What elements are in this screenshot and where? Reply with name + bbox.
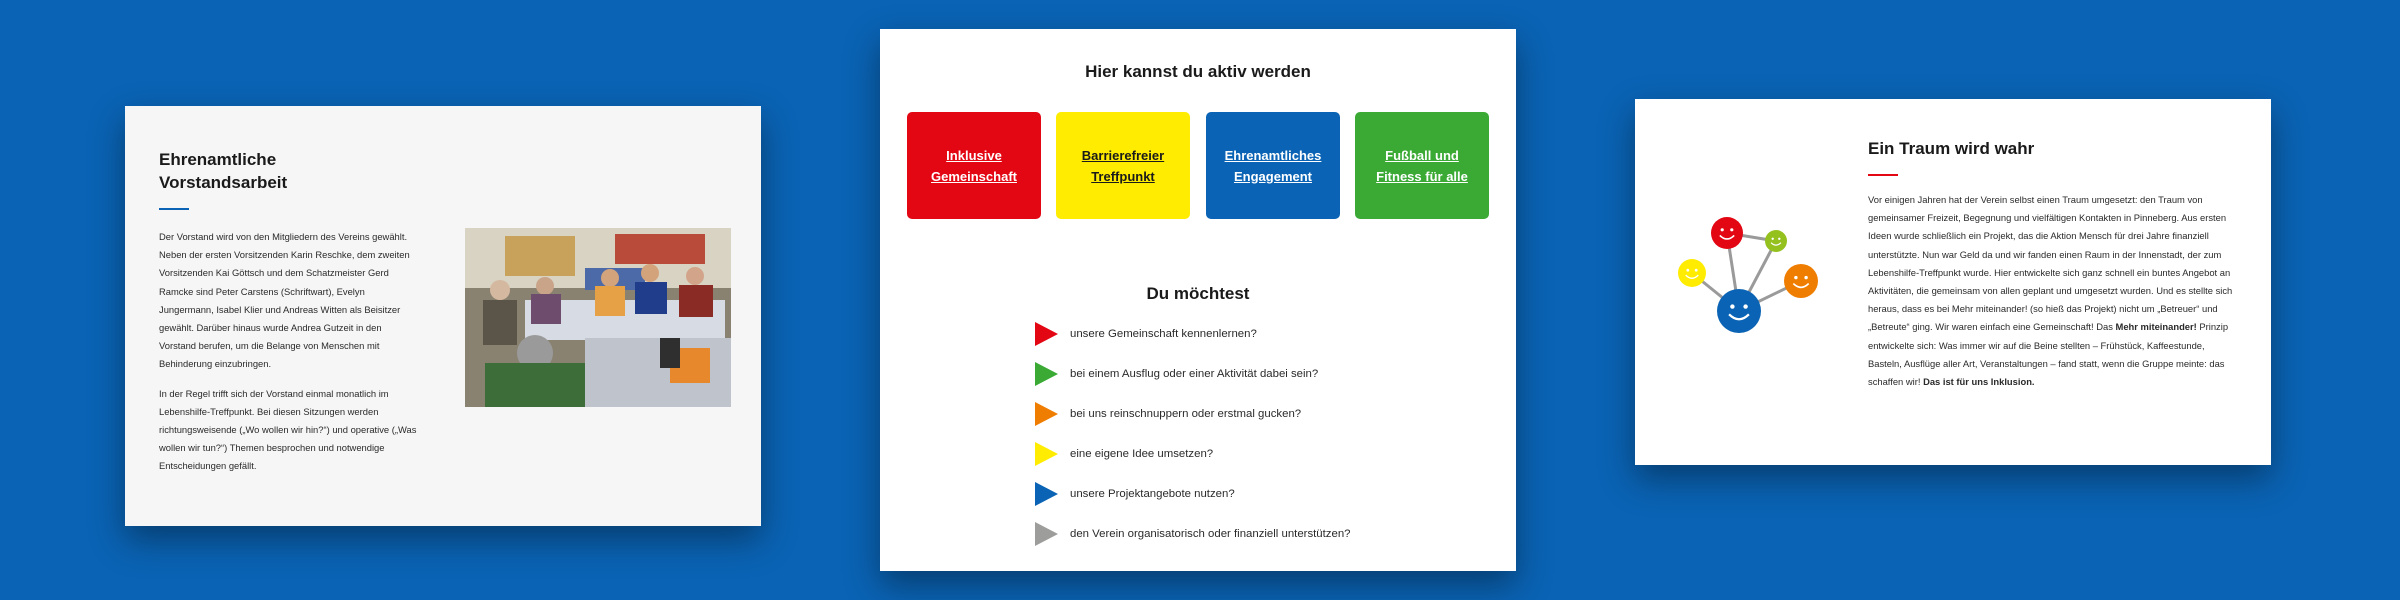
smiley-eye bbox=[1686, 269, 1689, 272]
blue-flag-icon bbox=[1035, 482, 1058, 506]
option-text: bei uns reinschnuppern oder erstmal gucken? bbox=[1070, 408, 1302, 420]
smiley-face-icon bbox=[1765, 230, 1787, 252]
vorstand-text bbox=[159, 228, 419, 487]
tile-barrierefreier-treffpunkt[interactable]: Barrierefreier Treffpunkt bbox=[1056, 112, 1190, 219]
option-item bbox=[1035, 481, 1235, 507]
smiley-eye bbox=[1730, 228, 1733, 231]
smiley-face-icon bbox=[1678, 259, 1706, 287]
mehr-miteinander-bold: Mehr miteinander! bbox=[2115, 321, 2197, 333]
option-item bbox=[1035, 321, 1257, 347]
tile-ehrenamtliches-engagement[interactable]: Ehrenamtliches Engagement bbox=[1206, 112, 1340, 219]
smiley-eye bbox=[1730, 304, 1734, 308]
traum-text-part-2: Prinzip entwickelte sich: Was immer wir auf die Beine stellten – Frühstück, Kaffeestunde, Basteln, Ausflüge aller Art, Veranstaltungen – fand statt, wenn die Gruppe meinte: das schaffen wir! bbox=[1868, 321, 2229, 388]
option-item bbox=[1035, 401, 1301, 427]
vorstand-paragraph-2: In der Regel trifft sich der Vorstand einmal monatlich im Lebenshilfe-Treffpunkt. Bei diesen Sitzungen werden richtungsweisende („Wo wollen wir hin?“) und operative („Was wollen wir tun?“) Themen besprochen und notwendige Entscheidungen gefällt. bbox=[159, 387, 417, 472]
smiley-face-icon bbox=[1717, 289, 1761, 333]
red-flag-icon bbox=[1035, 322, 1058, 346]
smiley-eye bbox=[1804, 276, 1807, 279]
traum-title: Ein Traum wird wahr bbox=[1868, 139, 2035, 158]
tile-fussball-fitness[interactable]: Fußball und Fitness für alle bbox=[1355, 112, 1489, 219]
green-flag-icon bbox=[1035, 362, 1058, 386]
smiley-eye bbox=[1721, 228, 1724, 231]
aktiv-heading: Hier kannst du aktiv werden bbox=[1085, 62, 1311, 81]
option-text: bei einem Ausflug oder einer Aktivität dabei sein? bbox=[1070, 368, 1319, 380]
inklusion-bold: Das ist für uns Inklusion. bbox=[1923, 376, 2035, 388]
du-moechtest-heading: Du möchtest bbox=[1146, 284, 1250, 303]
orange-flag-icon bbox=[1035, 402, 1058, 426]
smiley-eye bbox=[1743, 304, 1747, 308]
option-item bbox=[1035, 441, 1213, 467]
smiley-face-icon bbox=[1711, 217, 1743, 249]
aktiv-werden-card bbox=[880, 29, 1516, 571]
option-text: eine eigene Idee umsetzen? bbox=[1070, 448, 1214, 460]
vorstand-card bbox=[125, 106, 761, 526]
title-accent-line bbox=[1868, 174, 1898, 176]
option-text: unsere Gemeinschaft kennenlernen? bbox=[1070, 328, 1257, 340]
vorstand-title: Ehrenamtliche Vorstandsarbeit bbox=[159, 150, 288, 192]
traum-text-part-1: Vor einigen Jahren hat der Verein selbst einen Traum umgesetzt: den Traum von gemeinsamer Freizeit, Begegnung und vielfältigen Kontakten in Pinneberg. Aus ersten Ideen wurde schließlich ein Projekt, das die Aktion Mensch für drei Jahre finanziell unterstützte. Nun war Geld da und wir fanden einen Raum in der Innenstadt, der zum Lebenshilfe-Treffpunkt wurde. Hier entwickelte sich ganz schnell ein buntes Angebot an Aktivitäten, die gemeinsam von allen geplant und umgesetzt wurden. Und es stellte sich heraus, dass es bei Mehr miteinander! (so hieß das Projekt) nicht um „Betreuer“ und „Betreute“ ging. Wir waren einfach eine Gemeinschaft! Das bbox=[1868, 194, 2233, 333]
traum-text bbox=[1868, 191, 2238, 391]
tile-inklusive-gemeinschaft[interactable]: Inklusive Gemeinschaft bbox=[907, 112, 1041, 219]
option-item bbox=[1035, 521, 1351, 547]
smiley-eye bbox=[1778, 238, 1780, 240]
traum-card bbox=[1635, 99, 2271, 465]
title-accent-line bbox=[159, 208, 189, 210]
vorstand-paragraph-1: Der Vorstand wird von den Mitgliedern des Vereins gewählt. Neben der ersten Vorsitzenden Karin Reschke, dem zweiten Vorsitzenden Kai Göttsch und dem Schatzmeister Gerd Ramcke sind Peter Carstens (Schriftwart), Evelyn Jungermann, Isabel Klier und Andreas Witten als Beisitzer gewählt. Darüber hinaus wurde Andrea Gutzeit in den Vorstand berufen, um die Belange von Menschen mit Behinderung einzubringen. bbox=[159, 231, 410, 370]
option-item bbox=[1035, 361, 1318, 387]
option-text: unsere Projektangebote nutzen? bbox=[1070, 488, 1235, 500]
option-text: den Verein organisatorisch oder finanziell unterstützen? bbox=[1070, 528, 1351, 540]
smiley-face-icon bbox=[1784, 264, 1818, 298]
yellow-flag-icon bbox=[1035, 442, 1058, 466]
smiley-eye bbox=[1794, 276, 1797, 279]
meeting-photo bbox=[465, 228, 731, 407]
smiley-eye bbox=[1772, 238, 1774, 240]
smiley-network-logo bbox=[1675, 217, 1827, 345]
smiley-eye bbox=[1695, 269, 1698, 272]
gray-flag-icon bbox=[1035, 522, 1058, 546]
